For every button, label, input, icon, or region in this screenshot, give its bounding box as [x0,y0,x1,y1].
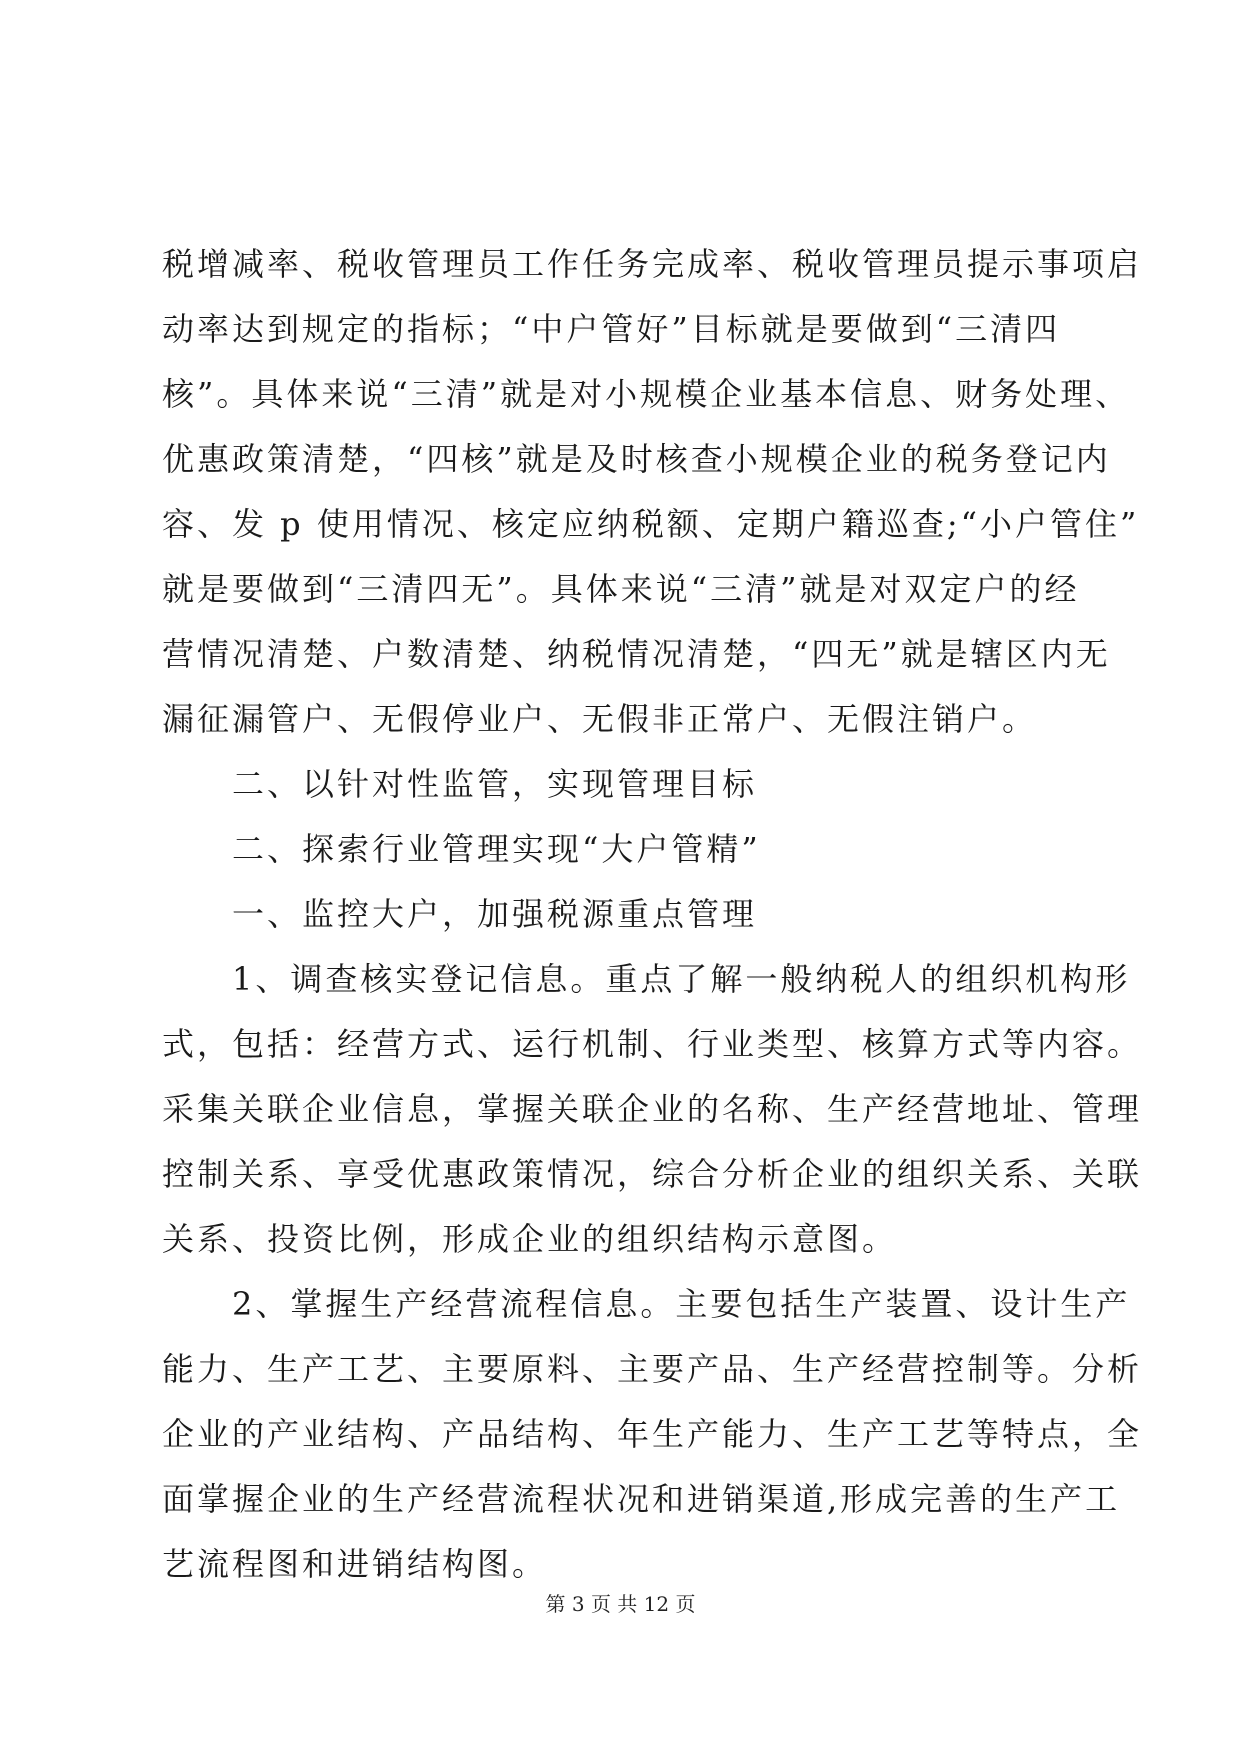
section-heading: 一、监控大户，加强税源重点管理 [232,895,758,933]
text-line: 企业的产业结构、产品结构、年生产能力、生产工艺等特点，全 [162,1415,1143,1453]
section-heading: 二、探索行业管理实现“大户管精” [232,830,761,868]
text-line: 核”。具体来说“三清”就是对小规模企业基本信息、财务处理、 [162,375,1131,413]
text-line: 就是要做到“三清四无”。具体来说“三清”就是对双定户的经 [162,570,1080,608]
page-number-label: 第 3 页 共 12 页 [545,1592,696,1616]
text-line: 动率达到规定的指标；“中户管好”目标就是要做到“三清四 [162,310,1061,348]
page-footer [0,1589,1241,1619]
text-line: 1、调查核实登记信息。重点了解一般纳税人的组织机构形 [232,960,1131,998]
text-line: 艺流程图和进销结构图。 [162,1545,548,1583]
text-line: 能力、生产工艺、主要原料、主要产品、生产经营控制等。分析 [162,1350,1143,1388]
text-line: 优惠政策清楚，“四核”就是及时核查小规模企业的税务登记内 [162,440,1111,478]
text-line: 采集关联企业信息，掌握关联企业的名称、生产经营地址、管理 [162,1090,1143,1128]
text-line: 2、掌握生产经营流程信息。主要包括生产装置、设计生产 [232,1285,1131,1323]
text-line: 控制关系、享受优惠政策情况，综合分析企业的组织关系、关联 [162,1155,1143,1193]
text-line: 营情况清楚、户数清楚、纳税情况清楚，“四无”就是辖区内无 [162,635,1111,673]
section-heading: 二、以针对性监管，实现管理目标 [232,765,758,803]
text-line: 容、发 p 使用情况、核定应纳税额、定期户籍巡查;“小户管住” [162,505,1140,543]
text-line: 式，包括：经营方式、运行机制、行业类型、核算方式等内容。 [162,1025,1143,1063]
text-line: 关系、投资比例，形成企业的组织结构示意图。 [162,1220,898,1258]
text-line: 税增减率、税收管理员工作任务完成率、税收管理员提示事项启 [162,245,1143,283]
text-line: 面掌握企业的生产经营流程状况和进销渠道,形成完善的生产工 [162,1480,1121,1518]
text-line: 漏征漏管户、无假停业户、无假非正常户、无假注销户。 [162,700,1038,738]
document-body [162,232,1143,1597]
